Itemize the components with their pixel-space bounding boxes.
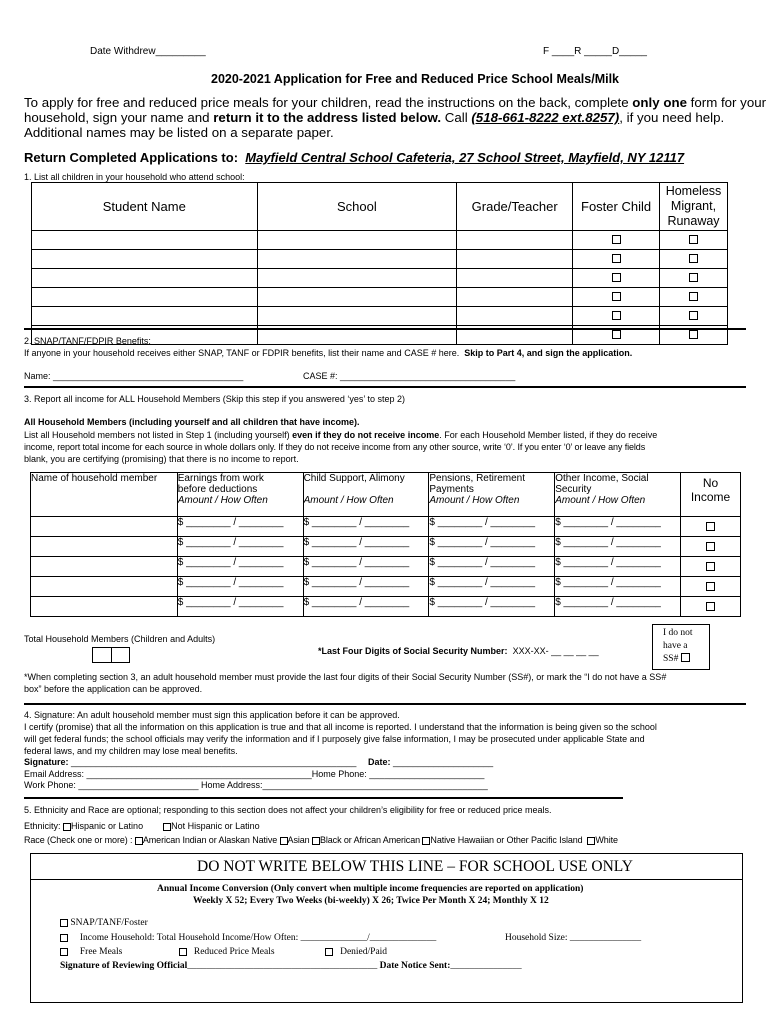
section3-bold-line: All Household Members (including yourself and all children that have income). [24,417,360,427]
email-phone-line[interactable]: Email Address: _____________________________________________Home Phone: _______________________ [24,769,485,779]
foster-checkbox[interactable] [612,330,621,339]
date-field[interactable]: Date: ____________________ [368,757,494,767]
race-american-indian-checkbox[interactable] [135,837,143,845]
foster-checkbox[interactable] [612,235,621,244]
table-row: $ ________ / ________ $ ________ / ________ $ ________ / ________ $ ________ / ________ [31,577,741,597]
homeless-checkbox[interactable] [689,273,698,282]
col-other-income: Other Income, Social Security Amount / How Often [555,473,681,517]
section4-label: 4. Signature: An adult household member must sign this application before it can be approved. [24,710,400,720]
snap-foster-checkbox[interactable] [60,919,68,927]
no-income-checkbox[interactable] [706,522,715,531]
foster-checkbox[interactable] [612,311,621,320]
intro-line-2: household, sign your name and return it to the address listed below. Call (518-661-8222 ext.8257), if you need help. [24,110,725,125]
table-row [32,288,728,307]
col-no-income: No Income [681,473,741,517]
section1-label: 1. List all children in your household who attend school: [24,172,245,182]
divider [24,386,746,388]
snap-name-field[interactable]: Name: ______________________________________ [24,371,244,381]
table-row [32,231,728,250]
col-foster-child: Foster Child [573,183,660,231]
section4-line-1: I certify (promise) that all the information on this application is true and that all income is reported. I understand that the information is being given so the school [24,722,657,732]
col-grade-teacher: Grade/Teacher [457,183,573,231]
divider [24,703,746,705]
no-income-checkbox[interactable] [706,562,715,571]
col-homeless: Homeless Migrant, Runaway [660,183,728,231]
section3-line-1: List all Household members not listed in Step 1 (including yourself) even if they do not receive income. For each Household Member listed, if they do receive [24,430,658,440]
hispanic-checkbox[interactable] [63,823,71,831]
no-income-checkbox[interactable] [706,542,715,551]
col-student-name: Student Name [32,183,258,231]
race-asian-checkbox[interactable] [280,837,288,845]
homeless-checkbox[interactable] [689,311,698,320]
income-table [30,472,741,617]
divider [24,328,746,330]
table-row [32,307,728,326]
col-member-name: Name of household member [31,473,178,517]
section3-line-3: blank, you are certifying (promising) that there is no income to report. [24,454,299,464]
total-members-label: Total Household Members (Children and Adults) [24,634,216,644]
section4-line-3: federal laws, and my children may lose meal benefits. [24,746,238,756]
phone-number: (518-661-8222 ext.8257) [471,110,620,125]
school-use-banner: DO NOT WRITE BELOW THIS LINE – FOR SCHOOL USE ONLY [197,858,633,875]
ssn-field[interactable]: *Last Four Digits of Social Security Number: XXX-XX- __ __ __ __ [318,646,599,656]
section3-line-2: income, report total income for each source in whole dollars only. If they do not receive income from any other source, write ‘0’. If you enter ‘0’ or leave any fields [24,442,646,452]
determination-row: Free Meals Reduced Price Meals Denied/Paid [60,947,387,957]
children-table [31,182,728,345]
section3-label: 3. Report all income for ALL Household Members (Skip this step if you answered ‘yes’ to step 2) [24,394,406,404]
income-conversion-2: Weekly X 52; Every Two Weeks (bi-weekly) X 26; Twice Per Month X 24; Monthly X 12 [193,896,549,906]
col-pensions: Pensions, Retirement Payments Amount / How Often [429,473,555,517]
ssn-note-1: *When completing section 3, an adult household member must provide the last four digits of their Social Security Number (SS#), or mark the “I do not have a SS# [24,672,667,682]
table-row: $ ________ / ________ $ ________ / ________ $ ________ / ________ $ ________ / ________ [31,537,741,557]
table-row: $ ________ / ________ $ ________ / ________ $ ________ / ________ $ ________ / ________ [31,597,741,617]
no-ssn-box: I do not have a SS# [652,624,710,670]
return-line: Return Completed Applications to: Mayfield Central School Cafeteria, 27 School Street, Mayfield, NY 12117 [24,150,685,165]
homeless-checkbox[interactable] [689,330,698,339]
return-address: Mayfield Central School Cafeteria, 27 School Street, Mayfield, NY 12117 [245,150,685,165]
homeless-checkbox[interactable] [689,292,698,301]
race-black-checkbox[interactable] [312,837,320,845]
income-conversion-1: Annual Income Conversion (Only convert when multiple income frequencies are reported on application) [157,884,584,894]
no-income-checkbox[interactable] [706,602,715,611]
work-address-line[interactable]: Work Phone: ________________________ Home Address:_____________________________________________ [24,780,488,790]
income-household-row: Income Household: Total Household Income/How Often: ______________/______________ [60,933,436,943]
denied-paid-checkbox[interactable] [325,948,333,956]
section2-label: 2. SNAP/TANF/FDPIR Benefits: [24,336,151,346]
foster-checkbox[interactable] [612,254,621,263]
frd-codes: F ____R _____D_____ [543,46,647,57]
page-title: 2020-2021 Application for Free and Reduced Price School Meals/Milk [211,72,620,86]
col-school: School [257,183,457,231]
official-signature-row[interactable]: Signature of Reviewing Official________________________________________ Date Notice Sent:_______________ [60,961,522,971]
snap-option: SNAP/TANF/Foster [60,918,148,928]
section2-text: If anyone in your household receives either SNAP, TANF or FDPIR benefits, list their name and CASE # here. Skip to Part 4, and sign the application. [24,348,633,358]
snap-case-field[interactable]: CASE #: ___________________________________ [303,371,516,381]
total-members-box[interactable] [92,647,130,663]
table-row [32,250,728,269]
col-child-support: Child Support, Alimony Amount / How Often [303,473,429,517]
income-household-checkbox[interactable] [60,934,68,942]
table-row: $ ________ / ________ $ ________ / ________ $ ________ / ________ $ ________ / ________ [31,557,741,577]
ssn-note-2: box” before the application can be approved. [24,684,203,694]
ethnicity-row: Ethnicity: Hispanic or Latino Not Hispanic or Latino [24,821,260,831]
homeless-checkbox[interactable] [689,254,698,263]
divider [24,797,623,799]
section5-label: 5. Ethnicity and Race are optional; responding to this section does not affect your children’s eligibility for free or reduced price meals. [24,805,552,815]
foster-checkbox[interactable] [612,292,621,301]
homeless-checkbox[interactable] [689,235,698,244]
intro-line-3: Additional names may be listed on a separate paper. [24,125,334,140]
table-row [32,269,728,288]
col-earnings: Earnings from work before deductions Amount / How Often [177,473,303,517]
no-ssn-checkbox[interactable] [681,653,690,662]
foster-checkbox[interactable] [612,273,621,282]
signature-field[interactable]: Signature: _________________________________________________________ [24,757,357,767]
race-row: Race (Check one or more) : American Indian or Alaskan Native Asian Black or African American Native Hawaiian or Other Pacific Island White [24,835,618,845]
household-size-field[interactable]: Household Size: _______________ [505,933,642,943]
table-row: $ ________ / ________ $ ________ / ________ $ ________ / ________ $ ________ / ________ [31,517,741,537]
intro-line-1: To apply for free and reduced price meals for your children, read the instructions on the back, complete only one form for your [24,95,767,110]
section4-line-2: will get federal funds; the school officials may verify the information and if I purposely give false information, I may be prosecuted under applicable State and [24,734,645,744]
not-hispanic-checkbox[interactable] [163,823,171,831]
free-meals-checkbox[interactable] [60,948,68,956]
reduced-meals-checkbox[interactable] [179,948,187,956]
date-withdrew: Date Withdrew_________ [90,46,206,57]
no-income-checkbox[interactable] [706,582,715,591]
